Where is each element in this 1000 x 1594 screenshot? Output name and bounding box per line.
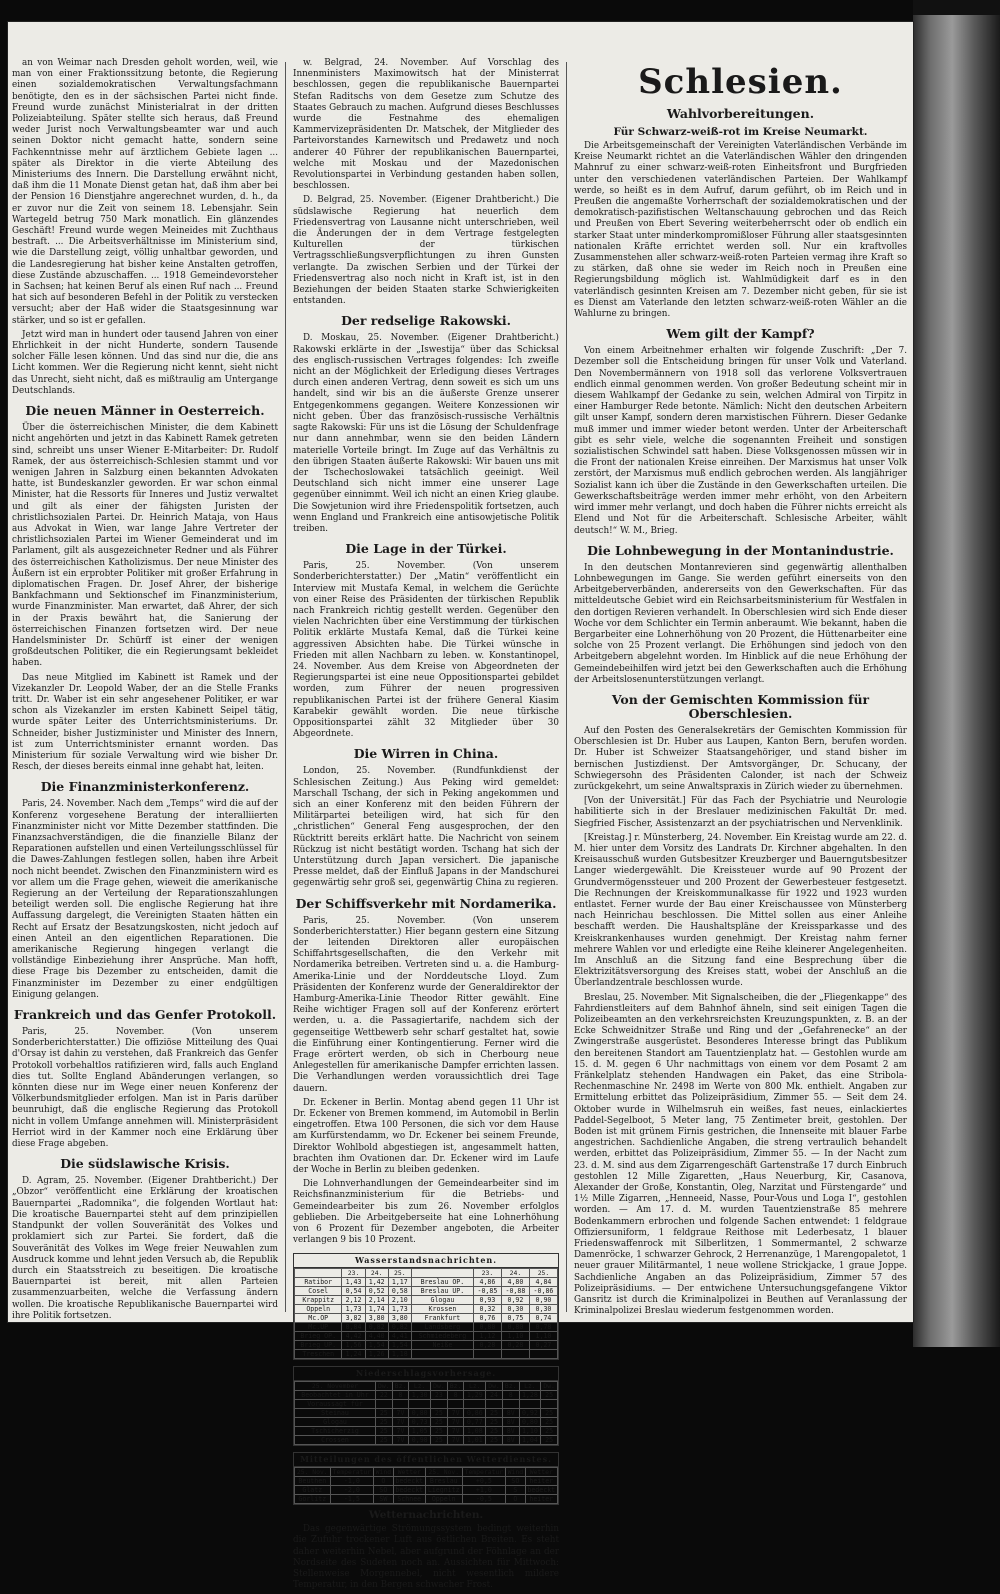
table-cell: 1,28	[519, 1390, 541, 1399]
table-cell: 25	[375, 1417, 392, 1426]
table-header-cell: Lz.	[464, 1381, 486, 1390]
table-cell: 1,17	[388, 1277, 411, 1286]
table-cell: 8V	[502, 1435, 519, 1444]
table-cell	[519, 1399, 541, 1408]
table-cell: S	[506, 1486, 525, 1495]
table-cell: 1,43	[342, 1277, 365, 1286]
table-row	[295, 1331, 558, 1340]
table	[294, 1268, 558, 1359]
table-cell: 3,80	[388, 1313, 411, 1322]
table-cell: bedeckt	[393, 1486, 425, 1495]
column-rule-2	[566, 62, 567, 1312]
water-level-table	[293, 1253, 559, 1360]
table-cell: +0,5	[462, 1477, 506, 1486]
column-right	[574, 58, 907, 1321]
table-cell: 0,80	[473, 1322, 501, 1331]
table-cell: 22	[375, 1390, 392, 1399]
table-header-cell: Temperatur	[462, 1468, 506, 1477]
table-row	[295, 1390, 558, 1399]
article-text: w. Belgrad, 24. November. Auf Vorschlag des Innenministers Maximowitsch hat der Ministerrat beschlossen, gegen die republikanische Bauernpartei Stefan Raditschs von dem Gesetze zum Schutze des Staates Gebrauch zu machen. Aufgrund dieses Beschlusses wurde die Festnahme des ehemaligen Kammervizepräsidenten Dr. Matschek, der Mitglieder des Parteivorstandes Karnewitsch und Predawetz und noch anderer 40 Führer der republikanischen Bauernpartei, welche mit Moskau und der Mazedonischen Revolutionspartei in Verbindung gestanden haben sollen, beschlossen.	[293, 58, 559, 192]
table-row	[295, 1322, 558, 1331]
table-header-cell: 24.	[365, 1268, 388, 1277]
table-cell: 7V	[447, 1426, 464, 1435]
article-text: Das neue Mitglied im Kabinett ist Ramek und der Vizekanzler Dr. Leopold Waber, der an die Stelle Franks tritt. Dr. Waber ist ein sehr angesehener Politiker, er war schon als Vizekanzler im ersten Kabinett Seipel tätig, wurde später Leiter des Unterrichtsministeriums. Dr. Schneider, bisher Justizminister und Minister des Innern, ist zum Unterrichtsminister ernannt worden. Das Ministerium für soziale Verwaltung wird wie bisher Dr. Resch, der dieses bereits einmal inne gehabt hat, leiten.	[12, 672, 278, 773]
table-cell: 4,84	[529, 1277, 557, 1286]
table-cell: Breslau OP.	[411, 1277, 473, 1286]
table-cell	[409, 1399, 431, 1408]
table-cell: 1,42	[365, 1277, 388, 1286]
table-cell: 0,92	[519, 1408, 541, 1417]
table-cell: 1,24	[342, 1349, 365, 1358]
table-cell	[375, 1399, 392, 1408]
table-cell: Steinau	[295, 1408, 376, 1417]
table-cell: 8V	[502, 1426, 519, 1435]
table-cell: Glogau	[295, 1417, 376, 1426]
table-cell: 0,84	[342, 1322, 365, 1331]
table-cell: 0,82	[388, 1322, 411, 1331]
article-text: Von einem Arbeitnehmer erhalten wir folgende Zuschrift: „Der 7. Dezember soll die Entscheidung bringen für unser Volk und Vaterland. Den Novembermännern von 1918 soll das verlorene Volksvertrauen endlich einmal genommen werden. Von großer Bedeutung scheint mir in diesem Wahlkampf der Gedanke zu sein, welchen Admiral von Tirpitz in einer Hamburger Rede betonte. Nämlich: Nicht den deutschen Arbeitern gilt unser Kampf, sondern deren marxistischen Führern. Dieser Gedanke muß immer und immer wieder betont werden. Unter der Arbeiterschaft gibt es sehr viele, welche die sogenannten Freiheit und sonstigen sozialistischen Schwindel satt haben. Diese Volksgenossen müssen wir in die Front der nationalen Kreise einreihen. Der Marxismus hat unser Volk zerstört, der Marxismus muß endlich gebrochen werden. Als langjähriger Sozialist kann ich über die Zustände in den Gewerkschaften urteilen. Die Gewerkschaftsbeiträge werden immer mehr erhöht, von den Arbeitern wird immer mehr verlangt, und doch haben die Führer nichts erreicht als Elend und Not für die Arbeiterschaft. Schlesische Arbeiter, wählt deutsch!“ W. M., Brieg.	[574, 346, 907, 536]
headline-kommission: Von der Gemischten Kommission für Oberschlesien.	[611, 691, 870, 721]
article-text: Jetzt wird man in hundert oder tausend Jahren von einer Ehrlichkeit in der nicht Hunderte, sondern Tausende solcher Fälle lesen können. Und das sind nur die, die ans Licht kommen. Wer die Regierung nicht kennt, sieht nicht das Unrecht, sieht nicht, daß es mißtraulig am Untergange Deutschlands.	[12, 329, 278, 396]
table-cell	[486, 1399, 503, 1408]
table-cell: 0,77	[464, 1417, 486, 1426]
headline-finanz: Die Finanzministerkonferenz.	[40, 779, 250, 795]
table-cell: Beuthen	[295, 1477, 331, 1486]
table-cell: 0,80	[519, 1417, 541, 1426]
table-row	[295, 1349, 558, 1358]
precipitation-table	[293, 1366, 559, 1446]
article-text: Paris, 24. November. Nach dem „Temps“ wird die auf der Konferenz vorgesehene Beratung der interalliierten Finanzminister nicht vor Mitte Dezember stattfinden. Die Finanzsachverständigen, die die finanzielle Bilanz der Reparationen aufstellen und einen Verteilungsschlüssel für die Dawes-Zahlungen festlegen sollen, haben ihre Arbeit noch nicht beendet. Zwischen den Finanzministern wird es vor allem um die Frage gehen, wieweit die amerikanische Regierung an der Verteilung der Reparationszahlungen beteiligt werden soll. Die englische Regierung hat ihre Auffassung dargelegt, die Vereinigten Staaten hätten ein Recht auf Ersatz der Besatzungskosten, nicht jedoch auf einen Anteil an den eigentlichen Reparationen. Die amerikanische Regierung hingegen verlangt die vollständige Einbeziehung ihrer Ansprüche. Man hofft, diese Frage bis Dezember zu entscheiden, damit die Finanzminister im Dezember zu einer endgültigen Einigung gelangen.	[12, 799, 279, 1000]
table-cell: 7V	[447, 1417, 464, 1426]
table-cell: 7V	[392, 1426, 409, 1435]
table-cell: 0,32	[473, 1304, 501, 1313]
table-cell	[529, 1349, 557, 1358]
book-spine	[913, 15, 1000, 1347]
table-cell: 25	[375, 1408, 392, 1417]
table-row	[295, 1495, 558, 1504]
table-cell: 1,73	[342, 1304, 365, 1313]
table-cell: 25	[541, 1408, 558, 1417]
table-cell: Oppeln	[425, 1495, 462, 1504]
table-cell: 1,54	[365, 1340, 388, 1349]
table-cell: Brieg UP.	[295, 1340, 342, 1349]
table-cell: 0,78	[529, 1322, 557, 1331]
table-cell: 25	[486, 1426, 503, 1435]
table-cell: 1,05	[409, 1426, 431, 1435]
table-cell: 4,86	[473, 1277, 501, 1286]
table-cell: 1,04	[519, 1435, 541, 1444]
table-cell: SO	[506, 1477, 525, 1486]
article-text: Die Arbeitsgemeinschaft der Vereinigten Vaterländischen Verbände im Kreise Neumarkt richtet an die Vaterländischen Wähler den dringenden Mahnruf zu einer schwarz-weiß-roten Einheitsfront und Burgfrieden unter den verschiedenen vaterländischen Parteien. Der Wahlkampf werde, so heißt es in dem Aufruf, darum geführt, ob im Reich und in Preußen die angemaßte Vorherrschaft der sozialdemokratischen und der demokratisch-pazifistischen Weltanschauung gebrochen und das Reich und Preußen von Ebert Severing weiterbeherrscht oder ob endlich ein starker Staat unter minderkompromißloser Führung aller staatsgesinnten nationalen Kräfte errichtet werden soll. Nur ein kraftvolles Zusammenstehen aller schwarz-weiß-roten Parteien vermag ihre Kraft so zu stärken, daß ohne sie weder im Reich noch in Preußen eine Regierungsbildung möglich ist. Wahlmüdigkeit darf es in den vaterländisch gesinnten Kreisen am 7. Dezember nicht geben, für sie ist es Dienst am Vaterlande den letzten schwarz-weiß-roten Wähler an die Wahlurne zu bringen.	[574, 141, 907, 320]
table-header-cell: Dw.	[375, 1381, 392, 1390]
table-cell: Crossen	[295, 1435, 376, 1444]
table-header-cell	[295, 1268, 342, 1277]
table-cell: 1,54	[388, 1340, 411, 1349]
article-text: Über die österreichischen Minister, die dem Kabinett nicht angehörten und jetzt in das Kabinett Ramek getreten sind, schreibt uns unser Wiener E-Mitarbeiter: Dr. Rudolf Ramek, der aus österreichisch-Schlesien stammt und vor wenigen Jahren in Salzburg einen bekannten Advokaten hatte, ist Bundeskanzler geworden. Er war schon einmal Minister, hat die Ressorts für Inneres und Justiz verwaltet und gilt als einer der fähigsten Juristen der christlichsozialen Partei. Dr. Heinrich Mataja, von Haus aus Advokat in Wien, war lange Jahre Vertreter der christlichsozialen Partei im Wiener Gemeinderat und im Parlament, gilt als ausgezeichneter Redner und als Führer des österreichischen Katholizismus. Der neue Minister des Äußern ist ein erprobter Politiker mit großer Erfahrung in diplomatischen Fragen. Dr. Josef Ahrer, der bisherige Bankfachmann und Sektionschef im Finanzministerium, wurde Finanzminister. Man erwartet, daß Ahrer, der sich in der Praxis bewährt hat, die Sanierung der österreichischen Finanzen fortsetzen wird. Der neue Handelsminister Dr. Schürff ist einer der wenigen großdeutschen Politiker, die ein Regierungsamt bekleidet haben.	[12, 423, 278, 669]
table-row	[295, 1486, 558, 1495]
article-text: [Von der Universität.] Für das Fach der Psychiatrie und Neurologie habilitierte sich in der Breslauer medizinischen Fakultät Dr. med. Siegfried Fischer, Assistenzarzt an der psychiatrischen und Nervenklinik.	[574, 796, 907, 829]
table-cell: 1,01	[464, 1435, 486, 1444]
table-header-cell: 25. Nov.	[295, 1468, 331, 1477]
table	[294, 1381, 558, 1445]
table-cell: 0,74	[529, 1313, 557, 1322]
table-cell: Liegnitz	[425, 1486, 462, 1495]
table-row	[295, 1277, 558, 1286]
table-cell: Schmiedeberg	[411, 1331, 473, 1340]
table-row	[295, 1399, 558, 1408]
table-cell: 0,75	[501, 1313, 529, 1322]
table-cell: 23	[431, 1390, 448, 1399]
table-cell: 3,80	[365, 1313, 388, 1322]
table-cell: Voraussagt für	[295, 1399, 376, 1408]
table-cell: 8	[447, 1390, 464, 1399]
column-left	[12, 58, 278, 1325]
table-cell: 1,30	[409, 1390, 431, 1399]
newspaper-page	[8, 22, 913, 1591]
table-cell: 8V	[502, 1408, 519, 1417]
table-cell: 1,10	[519, 1426, 541, 1435]
table-cell: 0,54	[342, 1286, 365, 1295]
table-cell: Krossen	[411, 1304, 473, 1313]
headline-rakowski: Der redselige Rakowski.	[341, 313, 511, 329]
table-cell: 2,10	[388, 1295, 411, 1304]
column-rule-1	[285, 62, 286, 1312]
table-header-cell: 24.	[501, 1268, 529, 1277]
table-header-cell: Bz.	[447, 1381, 464, 1390]
table-cell: 0,73	[409, 1417, 431, 1426]
table-title: Wasserstandsnachrichten.	[294, 1254, 558, 1268]
table-row	[295, 1304, 558, 1313]
table-row	[295, 1408, 558, 1417]
table-cell: 25	[541, 1390, 558, 1399]
table-header-cell: Wind	[375, 1468, 392, 1477]
table-cell: 25	[431, 1426, 448, 1435]
headline-fuer: Für Schwarz-weiß-rot im Kreise Neumarkt.	[613, 126, 868, 138]
table-cell: 7V	[392, 1435, 409, 1444]
table-cell: Brieg OP.	[295, 1331, 342, 1340]
table-cell: 25	[375, 1435, 392, 1444]
table-cell: Breslau	[425, 1477, 462, 1486]
table-row	[295, 1286, 558, 1295]
table-header-cell: Temperatur	[330, 1468, 374, 1477]
table-cell: -0,86	[529, 1286, 557, 1295]
headline-wahl: Wahlvorbereitungen.	[666, 106, 815, 121]
book-edge-top	[913, 0, 1000, 15]
table-header-cell: Bz.	[392, 1381, 409, 1390]
table-cell: Treschen	[295, 1349, 342, 1358]
table-cell: Neiße	[411, 1340, 473, 1349]
table-header-cell: Wetter	[393, 1468, 425, 1477]
table-cell: 0,80	[409, 1408, 431, 1417]
table-header-cell: 25.	[388, 1268, 411, 1277]
table-row	[295, 1477, 558, 1486]
table-cell: 1,29	[464, 1390, 486, 1399]
table-row	[295, 1313, 558, 1322]
table-cell: -0,5	[462, 1495, 506, 1504]
article-text: Paris, 25. November. (Von unserem Sonderberichterstatter.) Der „Matin“ veröffentlicht ein Interview mit Mustafa Kemal, in welchem die Gerüchte von einer Reise des Präsidenten der türkischen Republik nach Frankreich richtig gestellt werden. Gegenüber den vielen Nachrichten über eine Verstimmung der türkischen Politik erklärte Mustafa Kemal, daß die Türkei keine aggressiven Absichten habe. Die Türkei wünsche in Frieden mit allen Nachbarn zu leben. w. Konstantinopel, 24. November. Aus dem Kreise von Abgeordneten der Regierungspartei ist eine neue Oppositionspartei gebildet worden, zum Führer der neuen progressiven republikanischen Partei ist der frühere General Kiasim Karabekir gewählt worden. Die neue türkische Oppositionspartei zählt 32 Mitglieder über 30 Abgeordnete.	[293, 561, 559, 740]
table-cell: 0,28	[501, 1340, 529, 1349]
table-cell: 7V	[447, 1435, 464, 1444]
article-text: Paris, 25. November. (Von unserem Sonderberichterstatter.) Hier begann gestern eine Sitzung der leitenden Direktoren aller europäischen Schiffahrtsgesellschaften, die den Verkehr mit Nordamerika betreiben. Vertreten sind u. a. die Hamburg-Amerika-Linie und der Norddeutsche Lloyd. Zum Präsidenten der Konferenz wurde der Generaldirektor der Hamburg-Amerika-Linie Theodor Ritter gewählt. Eine Reihe wichtiger Fragen soll auf der Konferenz erörtert werden, u. a. die Passagiertarife, nachdem sich der gegenseitige Wettbewerb sehr scharf gestaltet hat, sowie die Einführung einer Kontingentierung. Ferner wird die Frage erörtert werden, ob sich in Cherbourg neue Anlegestellen für amerikanische Dampfer errichten lassen. Die Verhandlungen werden voraussichtlich drei Tage dauern.	[293, 915, 559, 1094]
table-title: Mitteilungen des öffentlichen Wetterdienstes.	[294, 1453, 558, 1467]
table-cell: Beobachtet in Uhr	[295, 1390, 376, 1399]
table-header-cell: Dw.	[541, 1381, 558, 1390]
table-cell: Tschicherzig	[295, 1426, 376, 1435]
table-cell: 3,82	[342, 1313, 365, 1322]
table-cell: 25	[431, 1408, 448, 1417]
table-cell: 1,10	[529, 1331, 557, 1340]
table-cell: 25	[541, 1435, 558, 1444]
table-cell: 1,18	[388, 1349, 411, 1358]
table-header-cell: Wetter	[525, 1468, 557, 1477]
table-header-cell: 25.	[529, 1268, 557, 1277]
table-cell: 4,42	[342, 1331, 365, 1340]
table-header-cell: Wind	[507, 1468, 524, 1477]
table-cell: 0,28	[473, 1340, 501, 1349]
article-text: In den deutschen Montanrevieren sind gegenwärtig allenthalben Lohnbewegungen im Gange. Sie werden geführt einerseits von den Arbeitgeberverbänden, andererseits von den Gewerkschaften. Für das mitteldeutsche Gebiet wird ein Reichsarbeitsministerium für Westfalen in den dortigen Revieren verhandelt. In Oberschlesien wird sich Ende dieser Woche vor dem Schlichter ein Termin anberaumt. Wie bekannt, haben die Bergarbeiter eine Lohnerhöhung von 20 Prozent, die Hüttenarbeiter eine solche von 25 Prozent verlangt. Die Erhöhungen sind jedoch von den Arbeitgebern abgelehnt worden. Im Hinblick auf die neue Erhöhung der Gemeindebeihilfen wird jetzt bei den Gewerkschaften auch die Erhöhung der Arbeitslosenunterstützungen verlangt.	[574, 562, 907, 685]
headline-tuerkei: Die Lage in der Türkei.	[345, 541, 507, 557]
table-cell: Mc.OP	[295, 1313, 342, 1322]
table-cell	[392, 1399, 409, 1408]
table-cell: Görlitz	[295, 1495, 331, 1504]
table-cell	[447, 1399, 464, 1408]
article-text: Dr. Eckener in Berlin. Montag abend gegen 11 Uhr ist Dr. Eckener von Bremen kommend, im Automobil in Berlin eingetroffen. Etwa 100 Personen, die sich vor dem Hause am Kurfürstendamm, wo Dr. Eckener bei seinem Freunde, Direktor Wohlbold abgestiegen ist, angesammelt hatten, brachten ihm Ovationen dar. Dr. Eckener wird im Laufe der Woche in Berlin zu bleiben gedenken.	[293, 1097, 559, 1176]
table-cell: heiter	[525, 1477, 557, 1486]
table-header-cell: Dw.	[431, 1381, 448, 1390]
table-header-cell: 25. Nov.	[425, 1468, 462, 1477]
table-cell: Krappitz	[295, 1295, 342, 1304]
table-header-cell: Bz.	[502, 1381, 519, 1390]
table-cell: 25	[375, 1426, 392, 1435]
table-cell	[501, 1349, 529, 1358]
table-cell: 7V	[447, 1408, 464, 1417]
article-text: Breslau, 25. November. Mit Signalscheiben, die der „Fliegenkappe“ des Fahrdienstleiters auf dem Bahnhof ähneln, sind seit einigen Tagen die Polizeibeamten an den verkehrsreichsten Kreuzungspunkten, z. B. an der Ecke Schweidnitzer Straße und Ring und der „Gefahrenecke“ an der Zwingerstraße ausgerüstet. Besonderes Interesse bringt das Publikum den bereitenen Standort am Tauentzienplatz hat. — Gestohlen wurde am 15. d. M. gegen 6 Uhr nachmittags von einem vor dem Posamt 2 am Fränkelplatz stehenden Handwagen ein Paket, das eine Stribola-Rechenmaschine Nr. 2498 im Werte von 800 Mk. enthielt. Angaben zur Ermittelung erbittet das Polizeipräsidium, Zimmer 55. — Seit dem 24. Oktober wurde in Wilhelmsruh ein weißes, fast neues, einlackiertes Paddel-Segelboot, 5 Meter lang, 75 Zentimeter breit, gestohlen. Der Boden ist mit grünem Firnis gestrichen, die Innenseite mit blauer Farbe angestrichen. Sachdienliche Angaben, die streng vertraulich behandelt werden, erbittet das Polizeipräsidium, Zimmer 55. — In der Nacht zum 23. d. M. sind aus dem Zigarrengeschäft Gartenstraße 17 durch Einbruch gestohlen 12 Mille Zigaretten, „Haus Neuerburg, Kir, Casanova, Alexander der Große, Konstantin, Oleg, Narzitat und Fürstengarde“ und 1½ Mille Zigarren, „Henneeid, Nasse, Pour-Vous und Loga I“, gestohlen worden. — Am 17. d. M. wurden Tauentzienstraße 85 mehrere Bodenkammern erbrochen und folgende Sachen entwendet: 1 feldgraue Offiziersuniform, 1 feldgraue Reithose mit Lederbesatz, 1 blauer Friedenswaffenrock mit Silberlitzen, 1 Sommermantel, 2 schwarze Damenröcke, 1 schwarzer Gehrock, 2 Herrenanzüge, 1 Marengopaletot, 1 neuer grauer Militärmantel, 1 neue wollene Strickjacke, 1 graue Joppe. Sachdienliche Angaben an das Polizeipräsidium, Zimmer 57 des Polizeipräsidiums. — Der entwichene Untersuchungsgefangene Viktor Gansritz ist durch die Kriminalpolizei in Beuthen auf Veranlassung der Kriminalpolizei Breslau wiederum festgenommen worden.	[574, 992, 907, 1317]
table-cell	[502, 1399, 519, 1408]
table-cell: +1,0	[462, 1486, 506, 1495]
headline-suedslaw: Die südslawische Krisis.	[60, 1156, 230, 1172]
headline-china: Die Wirren in China.	[353, 746, 499, 762]
article-text: D. Agram, 25. November. (Eigener Drahtbericht.) Der „Obzor“ veröffentlicht eine Erklärung der kroatischen Bauernpartei „Radomnika“, die folgenden Wortlaut hat: Die kroatische Bauernpartei steht auf dem prinzipiellen Standpunkt der vollen Souveränität des Volkes und proklamiert sich zur Partei. Sie fordert, daß die Souveränität des Volkes im Wege freier Neuwahlen zum Ausdruck komme und lehnt jeden Versuch ab, die Republik durch ein Staatsstreich zu beseitigen. Die kroatische Bauernpartei ist bereit, mit allen Parteien zusammenzuarbeiten, welche die Verfassung ändern wollen. Die kroatische Republikanische Bauernpartei wird ihre Politik fortsetzen.	[12, 1176, 278, 1321]
table-cell	[431, 1399, 448, 1408]
table-title: Niederschlagsvorhersage.	[294, 1367, 558, 1381]
table-cell: -0,85	[473, 1286, 501, 1295]
table-cell	[464, 1399, 486, 1408]
table-cell: bedeckt	[525, 1486, 557, 1495]
table-cell: 1,08	[464, 1426, 486, 1435]
table-cell: 0,76	[473, 1313, 501, 1322]
table-header-cell: Dw.	[486, 1381, 503, 1390]
section-masthead: Schlesien.	[638, 62, 843, 102]
table-header-cell: 25. November	[295, 1381, 376, 1390]
table-cell: 4,40	[365, 1331, 388, 1340]
table-cell: 0,30	[501, 1304, 529, 1313]
headline-wetter: Wetternachrichten.	[368, 1509, 484, 1522]
article-text: D. Moskau, 25. November. (Eigener Drahtbericht.) Rakowski erklärte in der „Iswestija“ über das Schicksal des englisch-russischen Vertrages folgendes: Ich zweifle nicht an der Möglichkeit der Erledigung dieses Vertrages durch einen anderen Vertrag, denn soweit es sich um uns handelt, sind wir bis an die äußerste Grenze unserer Entgegenkommens gegangen. Weitere Konzessionen wir nicht geben. Über das französisch-russische Verhältnis sagte Rakowski: Für uns ist die Lösung der Schuldenfrage nur dann annehmbar, wenn sie den beiden Ländern materielle Vorteile bringt. Im Zuge auf das Verhältnis zu den übrigen Staaten äußerte Rakowski: Wir bauen uns mit der Tschechoslowakei tatsächlich geeinigt. Weil Deutschland sich nicht immer eine unserer Lage gegenüber einnimmt. Weil ich nicht an einen Krieg glaube. Die Sowjetunion wird ihre Friedenspolitik fortsetzen, auch wenn England und Frankreich eine antisowjetische Politik treiben.	[293, 333, 559, 534]
table-cell: -2,0	[330, 1486, 374, 1495]
article-text: an von Weimar nach Dresden geholt worden, weil, wie man von einer Fraktionssitzung betonte, die Regierung einen sozialdemokratischen Verwaltungsfachmann benötigte, den es in der sächsischen Partei nicht finde. Freund wurde zunächst Ministerialrat in der dritten Polizeiabteilung. Später stellte sich heraus, daß Freund weder Jurist noch Verwaltungsbeamter war und auch seinen Doktor nicht gemacht hatte, sondern seine Fachkenntnisse mehr auf ärztlichem Gebiete lagen ... später als Direktor in die vierte Abteilung des Ministeriums des Innern. Die Darstellung erwähnt nicht, daß ihm die 11 Monate Dienst getan hat, daß ihm aber bei der Pension 16 Dienstjahre angerechnet wurden, d. h., da er zuvor nur die Zeit von seinem 18. Lebensjahr. Sein Wartegeld betrug 750 Mark monatlich. Ein glänzendes Geschäft! Freund wurde wegen Meineides mit Zuchthaus bestraft. ... Die Arbeitsverhältnisse im Ministerium sind, wie die Darstellung zeigt, völlig unhaltbar geworden, und die Landesregierung hat bisher keine Anstalten getroffen, diese Zustände abzuschaffen. ... 1918 Gemeindevorsteher in Sachsen; hat keinen Beruf als einen Ruf nach ... Freund hat sich auf besonderen Befehl in der Politik zu verstecken versucht; aber der Haß wider die Staatsgesinnung war stärker, und so ist er gefallen.	[12, 58, 278, 326]
table-cell: 0,52	[365, 1286, 388, 1295]
table-header-cell: Lz.	[409, 1381, 431, 1390]
table-cell: 8V	[502, 1417, 519, 1426]
table-cell: 0,82	[365, 1322, 388, 1331]
table-cell: 0,80	[501, 1322, 529, 1331]
table-cell: 1,73	[388, 1304, 411, 1313]
table-cell: 7V	[392, 1408, 409, 1417]
column-middle	[293, 58, 559, 1594]
weather-service-table	[293, 1452, 559, 1505]
table-cell: O	[374, 1477, 393, 1486]
table-cell: 25	[541, 1417, 558, 1426]
table-row	[295, 1340, 558, 1349]
table-cell: 8	[502, 1390, 519, 1399]
table-row	[295, 1435, 558, 1444]
article-text: [Kreistag.] r. Münsterberg, 24. November. Ein Kreistag wurde am 22. d. M. hier unter dem Vorsitz des Landrats Dr. Kirchner abgehalten. In den Kreisausschuß wurden Gutsbesitzer Kreuzberger und Bauerngutsbesitzer Langer wiedergewählt. Die Kreissteuer wurde auf 90 Prozent der Grundvermögenssteuer und 200 Prozent der Gewerbesteuer festgesetzt. Die Rechnungen der Kreiskommunalkasse für 1922 und 1923 wurden entlastet. Ferner wurde der Bau einer Kreischaussee von Münsterberg nach Heinrichau beschlossen. Die Mittel sollen aus einer Anleihe beschafft werden. Die Haushaltspläne der Kreissparkasse und des Kreiskrankenhauses wurden genehmigt. Der Kreistag nahm ferner mehrere Wahlen vor und erledigte eine Reihe kleinerer Angelegenheiten. Im Anschluß an die Sitzung fand eine Besprechung über die Elektrizitätsversorgung des Kreises statt, wobei der Anschluß an die Überlandzentrale beschlossen wurde.	[574, 832, 907, 989]
table-cell	[473, 1349, 501, 1358]
table-cell: 0,93	[473, 1295, 501, 1304]
table-header-cell	[411, 1268, 473, 1277]
table-cell: Oppeln	[295, 1304, 342, 1313]
table-cell: Glogau	[411, 1295, 473, 1304]
table-cell: O	[506, 1495, 525, 1504]
article-text: Paris, 25. November. (Von unserem Sonderberichterstatter.) Die offiziöse Mitteilung des Quai d'Orsay ist dahin zu verstehen, daß Frankreich das Genfer Protokoll vorbehaltlos ratifizieren wird, falls auch England dies tut. Sollte England Abänderungen verlangen, so könnten diese nur im Wege einer neuen Konferenz der Völkerbundsmitglieder erfolgen. Man ist in Paris darüber beunruhigt, daß die englische Regierung das Protokoll nicht in vollem Umfange annehmen will. Ministerpräsident Herriot wird in der Kammer noch eine Erklärung über diese Frage abgeben.	[12, 1027, 278, 1150]
article-text: Die Lohnverhandlungen der Gemeindearbeiter sind im Reichsfinanzministerium für die Betriebs- und Gemeindearbeiter bis zum 26. November erfolglos geblieben. Die Arbeitgeberseite hat eine Lohnerhöhung von 6 Prozent für Dezember angeboten, die Arbeiter verlangen 9 bis 10 Prozent.	[293, 1179, 559, 1246]
table-cell: 0,86	[464, 1408, 486, 1417]
table-cell	[411, 1349, 473, 1358]
table-cell: 8	[392, 1390, 409, 1399]
headline-maenner: Die neuen Männer in Oesterreich.	[25, 403, 265, 419]
headline-kampf: Wem gilt der Kampf?	[666, 326, 815, 342]
table-row	[295, 1426, 558, 1435]
table-cell: bedeckt	[393, 1477, 425, 1486]
table-cell: 25	[431, 1417, 448, 1426]
table	[294, 1467, 558, 1504]
table-cell: 25	[431, 1435, 448, 1444]
table-row	[295, 1417, 558, 1426]
table-row	[295, 1295, 558, 1304]
table-header-cell: Lz.	[519, 1381, 541, 1390]
table-cell: 1,74	[365, 1304, 388, 1313]
table-cell: -1,0	[330, 1477, 374, 1486]
headline-schiffsverkehr: Der Schiffsverkehr mit Nordamerika.	[295, 895, 557, 911]
table-cell: Schnee	[393, 1495, 425, 1504]
table-cell: 25	[541, 1426, 558, 1435]
table-cell: Ratibor	[295, 1277, 342, 1286]
table-cell: 0,98	[409, 1435, 431, 1444]
headline-genf: Frankreich und das Genfer Protokoll.	[13, 1007, 277, 1023]
article-text: London, 25. November. (Rundfunkdienst der Schlesischen Zeitung.) Aus Peking wird gemeldet: Marschall Tschang, der sich in Peking angekommen und sich an einer Konferenz mit den beiden Führern der Militärpartei beteiligen wird, hat sich für den „christlichen“ General Feng ausgesprochen, der den Rücktritt bereits erklärt hatte. Die Nachricht von seinem Rückzug ist nicht bestätigt worden. Tschang hat sich der Unterstützung durch Japan versichert. Die japanische Presse meldet, daß der Einfluß Japans in der Mandschurei gegenwärtig sehr groß sei, gegenwärtig China zu regieren.	[293, 766, 559, 889]
table-cell: 7V	[392, 1417, 409, 1426]
table-cell: -0,88	[501, 1286, 529, 1295]
table-cell: 25	[486, 1408, 503, 1417]
table-cell: 2,14	[365, 1295, 388, 1304]
table-cell: heiter	[525, 1495, 557, 1504]
table-cell: 1,12	[473, 1331, 501, 1340]
table-cell: 0,92	[501, 1295, 529, 1304]
table-cell: 1,56	[342, 1340, 365, 1349]
table-cell: 0,27	[529, 1340, 557, 1349]
table-cell: 1,10	[501, 1331, 529, 1340]
article-text: Auf den Posten des Generalsekretärs der Gemischten Kommission für Oberschlesien ist Dr. Huber aus Laupen, Kanton Bern, berufen worden. Dr. Huber ist Schweizer Staatsangehöriger, und stand bisher im bernischen Justizdienst. Der Amtsvorgänger, Dr. Schucany, der Schwiegersohn des Präsidenten Calonder, ist nach der Schweiz zurückgekehrt, um seine Anwaltspraxis in Zürich wieder zu übernehmen.	[574, 725, 907, 792]
table-cell: 0,58	[388, 1286, 411, 1295]
table-cell: Mc.UP	[295, 1322, 342, 1331]
table-header-cell: 23.	[342, 1268, 365, 1277]
table-cell: Glatz	[295, 1486, 331, 1495]
table-cell: SO	[374, 1486, 393, 1495]
table-cell: 2,12	[342, 1295, 365, 1304]
table-header-cell: 23.	[473, 1268, 501, 1277]
article-text: D. Belgrad, 25. November. (Eigener Drahtbericht.) Die südslawische Regierung hat neuerlich dem Friedensvertrag von Lausanne nicht unterschrieben, weil die Änderungen der in dem Vertrage festgelegten Kulturellen der türkischen Vertragsschließungsverpflichtungen zu ihren Gunsten verlangte. Da zwischen Serbien und der Türkei der Friedensvertrag also noch nicht in Kraft ist, ist in den Beziehungen der beiden Staaten starke Schwierigkeiten entstanden.	[293, 195, 559, 307]
table-cell	[541, 1399, 558, 1408]
table-cell: 25	[486, 1435, 503, 1444]
article-text: Das gegenwärtige Strömungssystem bedingt weiterhin die Zufuhr trockener Luft aus östlichen Breiten. Es steht daher weiterhin Nebel, aber aufgrund der Föhnlage an der Nordseite des Sudeten noch an. Aussichten für Mittwoch: Stellenweise Morgennebel, nicht wesentlich mildere Temperatur, in den Bergen schwacher Frost.	[293, 1524, 559, 1591]
table-cell: Frankfurt	[411, 1313, 473, 1322]
table-cell: SW	[374, 1495, 393, 1504]
table-cell: Landsberg	[411, 1322, 473, 1331]
table-cell: 25	[486, 1417, 503, 1426]
table-cell: 4,80	[501, 1277, 529, 1286]
table-cell: 0,90	[529, 1295, 557, 1304]
table-cell: 4,41	[388, 1331, 411, 1340]
table-cell: Breslau UP.	[411, 1286, 473, 1295]
table-cell: 0,30	[529, 1304, 557, 1313]
table-cell: 1,26	[365, 1349, 388, 1358]
table-cell: Cosel	[295, 1286, 342, 1295]
headline-lohnbewegung: Die Lohnbewegung in der Montanindustrie.	[587, 542, 894, 558]
table-cell: 24	[486, 1390, 503, 1399]
table-cell: -1,5	[330, 1495, 374, 1504]
